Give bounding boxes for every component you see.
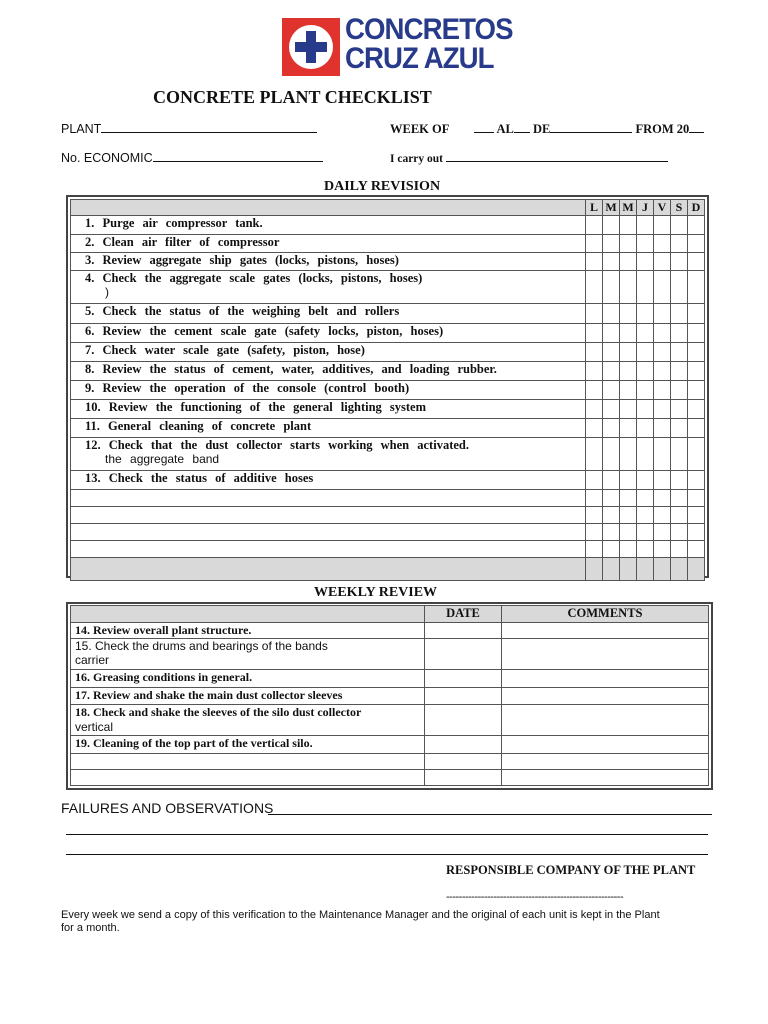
daily-task-cell (71, 400, 586, 419)
daily-check-cell[interactable] (637, 381, 654, 400)
daily-check-cell[interactable] (637, 253, 654, 271)
daily-blank-row (71, 524, 705, 541)
daily-task-continuation: the aggregate band (105, 452, 220, 466)
daily-task-label: 2. Clean air filter of compressor (85, 235, 280, 249)
task-header-cell (71, 200, 586, 216)
day-header-3: J (637, 200, 654, 216)
daily-check-cell[interactable] (586, 343, 603, 362)
daily-blank-row (71, 490, 705, 507)
daily-check-cell[interactable] (688, 541, 705, 558)
footer-day-cell (671, 558, 688, 581)
daily-blank-row (71, 507, 705, 524)
daily-check-cell[interactable] (586, 438, 603, 471)
daily-check-cell[interactable] (586, 381, 603, 400)
daily-task-label: 6. Review the cement scale gate (safety locks, piston, hoses) (85, 324, 444, 338)
weekly-item-cell (71, 705, 425, 736)
daily-check-cell[interactable] (637, 490, 654, 507)
comments-cell[interactable] (502, 736, 709, 754)
daily-check-cell[interactable] (603, 507, 620, 524)
daily-check-cell[interactable] (586, 400, 603, 419)
daily-task-cell (71, 216, 586, 235)
daily-blank-cell[interactable] (71, 490, 586, 507)
daily-check-cell[interactable] (620, 343, 637, 362)
daily-task-row (71, 304, 705, 324)
day-header-4: V (654, 200, 671, 216)
daily-check-cell[interactable] (620, 524, 637, 541)
daily-check-cell[interactable] (671, 216, 688, 235)
daily-check-cell[interactable] (637, 271, 654, 304)
daily-check-cell[interactable] (671, 541, 688, 558)
daily-task-cell (71, 324, 586, 343)
daily-task-cell (71, 304, 586, 324)
comments-cell[interactable] (502, 705, 709, 736)
daily-check-cell[interactable] (654, 304, 671, 324)
daily-check-cell[interactable] (637, 400, 654, 419)
daily-check-cell[interactable] (688, 524, 705, 541)
weekly-item-label: 14. Review overall plant structure. (75, 623, 252, 637)
daily-check-cell[interactable] (603, 419, 620, 438)
daily-task-label: 3. Review aggregate ship gates (locks, pistons, hoses) (85, 253, 399, 267)
daily-check-cell[interactable] (637, 471, 654, 490)
daily-task-cell (71, 471, 586, 490)
daily-task-row (71, 400, 705, 419)
daily-task-cell (71, 362, 586, 381)
daily-check-cell[interactable] (654, 381, 671, 400)
daily-check-cell[interactable] (620, 400, 637, 419)
daily-check-cell[interactable] (654, 324, 671, 343)
failures-line-2[interactable] (66, 834, 708, 835)
logo-wordmark: CONCRETOS CRUZ AZUL (345, 13, 513, 75)
weekly-blank-row (71, 770, 709, 786)
footer-day-cell (586, 558, 603, 581)
daily-check-cell[interactable] (620, 471, 637, 490)
daily-task-label: 11. General cleaning of concrete plant (85, 419, 312, 433)
daily-task-label: 8. Review the status of cement, water, additives, and loading rubber. (85, 362, 497, 376)
daily-task-cell (71, 419, 586, 438)
date-column-header: DATE (425, 606, 502, 623)
daily-check-cell[interactable] (637, 343, 654, 362)
weekly-item-cell (71, 639, 425, 670)
day-header-0: L (586, 200, 603, 216)
daily-check-cell[interactable] (688, 324, 705, 343)
weekly-item-cell (71, 670, 425, 688)
daily-check-cell[interactable] (637, 524, 654, 541)
date-cell[interactable] (425, 705, 502, 736)
daily-check-cell[interactable] (620, 541, 637, 558)
daily-task-row (71, 438, 705, 471)
daily-task-row (71, 216, 705, 235)
daily-check-cell[interactable] (654, 419, 671, 438)
daily-check-cell[interactable] (603, 362, 620, 381)
daily-task-label: 4. Check the aggregate scale gates (locks, pistons, hoses) (85, 271, 423, 285)
daily-task-cell (71, 438, 586, 471)
daily-check-cell[interactable] (654, 253, 671, 271)
daily-task-row (71, 343, 705, 362)
daily-check-cell[interactable] (688, 438, 705, 471)
weekly-item-cell (71, 736, 425, 754)
daily-task-cell (71, 343, 586, 362)
daily-check-cell[interactable] (603, 216, 620, 235)
comments-cell[interactable] (502, 639, 709, 670)
daily-check-cell[interactable] (654, 343, 671, 362)
daily-check-cell[interactable] (586, 490, 603, 507)
daily-check-cell[interactable] (620, 362, 637, 381)
weekly-item-row (71, 705, 709, 736)
daily-check-cell[interactable] (671, 304, 688, 324)
daily-check-cell[interactable] (671, 362, 688, 381)
daily-task-row (71, 271, 705, 304)
daily-check-cell[interactable] (688, 271, 705, 304)
week-of-field[interactable]: WEEK OF AL DE FROM 20 (390, 121, 704, 137)
daily-revision-table (66, 195, 709, 578)
daily-check-cell[interactable] (688, 471, 705, 490)
daily-check-cell[interactable] (637, 541, 654, 558)
daily-task-label: 13. Check the status of additive hoses (85, 471, 314, 485)
daily-revision-heading: DAILY REVISION (324, 179, 441, 194)
comments-cell[interactable] (502, 670, 709, 688)
comments-cell[interactable] (502, 770, 709, 786)
daily-check-cell[interactable] (603, 524, 620, 541)
daily-task-label: 10. Review the functioning of the general lighting system (85, 400, 427, 414)
daily-check-cell[interactable] (671, 471, 688, 490)
daily-check-cell[interactable] (654, 507, 671, 524)
daily-blank-row (71, 541, 705, 558)
daily-check-cell[interactable] (688, 507, 705, 524)
weekly-item-cell (71, 688, 425, 705)
date-cell[interactable] (425, 623, 502, 639)
comments-column-header: COMMENTS (502, 606, 709, 623)
failures-observations-label: FAILURES AND OBSERVATIONS (61, 800, 274, 816)
daily-check-cell[interactable] (671, 271, 688, 304)
day-header-1: M (603, 200, 620, 216)
footer-day-cell (637, 558, 654, 581)
daily-check-cell[interactable] (637, 419, 654, 438)
daily-check-cell[interactable] (671, 400, 688, 419)
daily-check-cell[interactable] (671, 524, 688, 541)
weekly-item-row (71, 736, 709, 754)
daily-blank-cell[interactable] (71, 507, 586, 524)
weekly-item-continuation: carrier (75, 653, 110, 667)
date-cell[interactable] (425, 770, 502, 786)
date-cell[interactable] (425, 736, 502, 754)
weekly-blank-cell[interactable] (71, 770, 425, 786)
daily-check-cell[interactable] (603, 253, 620, 271)
daily-check-cell[interactable] (620, 216, 637, 235)
daily-task-continuation: ) (105, 285, 109, 299)
daily-check-cell[interactable] (654, 438, 671, 471)
weekly-item-label: 18. Check and shake the sleeves of the silo dust collector (75, 705, 362, 719)
daily-check-cell[interactable] (620, 490, 637, 507)
daily-check-cell[interactable] (620, 304, 637, 324)
weekly-review-table (66, 602, 713, 790)
daily-task-label: 9. Review the operation of the console (control booth) (85, 381, 410, 395)
daily-check-cell[interactable] (603, 490, 620, 507)
daily-check-cell[interactable] (671, 438, 688, 471)
daily-check-cell[interactable] (586, 235, 603, 253)
daily-check-cell[interactable] (586, 471, 603, 490)
daily-check-cell[interactable] (637, 216, 654, 235)
daily-check-cell[interactable] (688, 362, 705, 381)
daily-task-label: 7. Check water scale gate (safety, piston, hose) (85, 343, 365, 357)
daily-check-cell[interactable] (637, 235, 654, 253)
day-header-6: D (688, 200, 705, 216)
daily-check-cell[interactable] (620, 507, 637, 524)
daily-check-cell[interactable] (654, 400, 671, 419)
daily-check-cell[interactable] (603, 438, 620, 471)
daily-check-cell[interactable] (620, 419, 637, 438)
daily-check-cell[interactable] (688, 381, 705, 400)
daily-check-cell[interactable] (654, 271, 671, 304)
daily-check-cell[interactable] (688, 419, 705, 438)
daily-check-cell[interactable] (671, 253, 688, 271)
daily-check-cell[interactable] (586, 216, 603, 235)
weekly-review-heading: WEEKLY REVIEW (314, 585, 438, 600)
footer-day-cell (603, 558, 620, 581)
daily-check-cell[interactable] (603, 271, 620, 304)
day-header-5: S (671, 200, 688, 216)
daily-check-cell[interactable] (637, 304, 654, 324)
daily-check-cell[interactable] (586, 362, 603, 381)
daily-check-cell[interactable] (688, 490, 705, 507)
daily-check-cell[interactable] (671, 381, 688, 400)
daily-header-row (71, 200, 705, 216)
daily-check-cell[interactable] (586, 541, 603, 558)
daily-check-cell[interactable] (688, 343, 705, 362)
daily-task-cell (71, 235, 586, 253)
daily-check-cell[interactable] (586, 324, 603, 343)
daily-check-cell[interactable] (654, 490, 671, 507)
weekly-header-row (71, 606, 709, 623)
date-cell[interactable] (425, 688, 502, 705)
failures-line-3[interactable] (66, 854, 708, 855)
daily-check-cell[interactable] (586, 253, 603, 271)
daily-check-cell[interactable] (654, 362, 671, 381)
cross-logo-icon (282, 18, 340, 76)
weekly-item-label: 17. Review and shake the main dust collector sleeves (75, 688, 343, 702)
comments-cell[interactable] (502, 688, 709, 705)
daily-task-cell (71, 253, 586, 271)
footer-note: Every week we send a copy of this verification to the Maintenance Manager and the original of each unit is kept in the Plant for a month. (61, 909, 660, 934)
signature-line[interactable]: -------------------------------------------------------- (446, 891, 624, 903)
daily-check-cell[interactable] (688, 400, 705, 419)
daily-check-cell[interactable] (671, 419, 688, 438)
weekly-item-cell (71, 623, 425, 639)
daily-check-cell[interactable] (637, 362, 654, 381)
daily-check-cell[interactable] (603, 324, 620, 343)
daily-check-cell[interactable] (620, 235, 637, 253)
daily-check-cell[interactable] (620, 253, 637, 271)
daily-check-cell[interactable] (671, 343, 688, 362)
daily-task-label: 5. Check the status of the weighing belt and rollers (85, 304, 400, 318)
daily-check-cell[interactable] (637, 507, 654, 524)
daily-task-label: 1. Purge air compressor tank. (85, 216, 263, 230)
daily-task-label: 12. Check that the dust collector starts working when activated. (85, 438, 469, 452)
daily-check-cell[interactable] (688, 253, 705, 271)
daily-check-cell[interactable] (603, 541, 620, 558)
daily-check-cell[interactable] (586, 507, 603, 524)
daily-blank-cell[interactable] (71, 541, 586, 558)
daily-task-row (71, 471, 705, 490)
daily-check-cell[interactable] (688, 304, 705, 324)
daily-task-row (71, 235, 705, 253)
daily-check-cell[interactable] (603, 471, 620, 490)
daily-check-cell[interactable] (654, 235, 671, 253)
daily-check-cell[interactable] (586, 271, 603, 304)
daily-task-cell (71, 271, 586, 304)
weekly-blank-row (71, 754, 709, 770)
daily-task-row (71, 362, 705, 381)
daily-check-cell[interactable] (671, 490, 688, 507)
daily-task-cell (71, 381, 586, 400)
daily-blank-cell[interactable] (71, 524, 586, 541)
daily-check-cell[interactable] (688, 235, 705, 253)
daily-check-cell[interactable] (688, 216, 705, 235)
economic-number-field[interactable]: No. ECONOMIC (61, 150, 323, 165)
daily-check-cell[interactable] (620, 271, 637, 304)
daily-task-row (71, 253, 705, 271)
weekly-item-row (71, 670, 709, 688)
daily-task-row (71, 419, 705, 438)
item-header-cell (71, 606, 425, 623)
daily-check-cell[interactable] (603, 304, 620, 324)
daily-check-cell[interactable] (586, 419, 603, 438)
daily-check-cell[interactable] (620, 381, 637, 400)
weekly-item-continuation: vertical (75, 720, 114, 734)
day-header-2: M (620, 200, 637, 216)
date-cell[interactable] (425, 754, 502, 770)
daily-task-row (71, 324, 705, 343)
daily-check-cell[interactable] (671, 324, 688, 343)
daily-check-cell[interactable] (603, 400, 620, 419)
comments-cell[interactable] (502, 623, 709, 639)
daily-check-cell[interactable] (603, 343, 620, 362)
weekly-item-row (71, 688, 709, 705)
weekly-item-row (71, 639, 709, 670)
daily-check-cell[interactable] (637, 438, 654, 471)
footer-day-cell (688, 558, 705, 581)
weekly-blank-cell[interactable] (71, 754, 425, 770)
company-logo (282, 13, 513, 76)
comments-cell[interactable] (502, 754, 709, 770)
weekly-item-label: 15. Check the drums and bearings of the bands (75, 639, 328, 653)
carry-out-field[interactable]: I carry out (390, 150, 668, 165)
daily-check-cell[interactable] (603, 235, 620, 253)
weekly-item-row (71, 623, 709, 639)
daily-check-cell[interactable] (654, 216, 671, 235)
weekly-item-label: 19. Cleaning of the top part of the vertical silo. (75, 736, 313, 750)
footer-cell (71, 558, 586, 581)
failures-line-1[interactable] (268, 814, 712, 815)
daily-footer-row (71, 558, 705, 581)
date-cell[interactable] (425, 639, 502, 670)
daily-check-cell[interactable] (620, 438, 637, 471)
daily-check-cell[interactable] (671, 507, 688, 524)
daily-check-cell[interactable] (654, 541, 671, 558)
page-title: CONCRETE PLANT CHECKLIST (153, 87, 432, 107)
daily-task-row (71, 381, 705, 400)
daily-check-cell[interactable] (603, 381, 620, 400)
daily-check-cell[interactable] (654, 471, 671, 490)
weekly-item-label: 16. Greasing conditions in general. (75, 670, 253, 684)
daily-check-cell[interactable] (654, 524, 671, 541)
daily-check-cell[interactable] (586, 304, 603, 324)
footer-day-cell (654, 558, 671, 581)
daily-check-cell[interactable] (637, 324, 654, 343)
footer-day-cell (620, 558, 637, 581)
date-cell[interactable] (425, 670, 502, 688)
daily-check-cell[interactable] (586, 524, 603, 541)
daily-check-cell[interactable] (671, 235, 688, 253)
responsible-company-label: RESPONSIBLE COMPANY OF THE PLANT (446, 863, 696, 877)
plant-field[interactable]: PLANT (61, 121, 317, 136)
daily-check-cell[interactable] (620, 324, 637, 343)
